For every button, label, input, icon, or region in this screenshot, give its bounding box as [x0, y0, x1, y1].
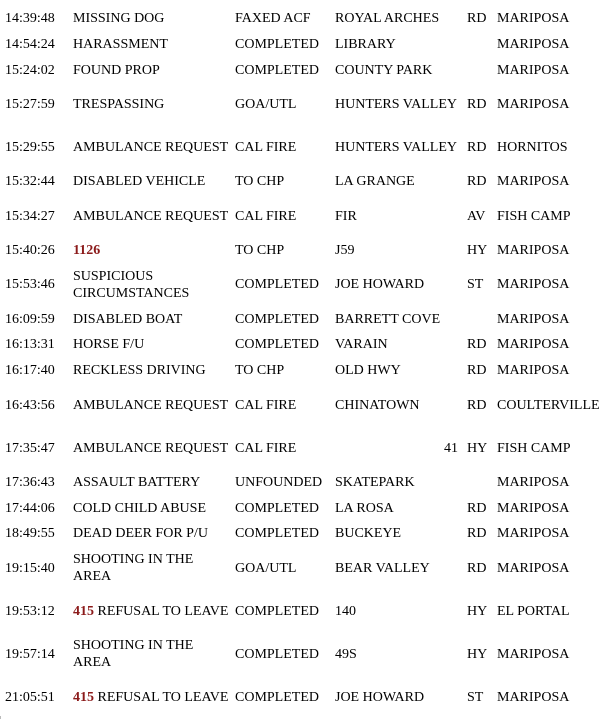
address-suffix: RD — [467, 174, 487, 190]
call-nature — [73, 603, 231, 620]
call-nature-text: REFUSAL TO LEAVE — [97, 689, 229, 705]
call-disposition: CAL FIRE — [235, 440, 297, 456]
address-suffix: RD — [467, 397, 487, 413]
call-nature-text: TRESPASSING — [73, 97, 165, 113]
call-time: 17:35:47 — [5, 440, 55, 456]
table-row — [0, 521, 614, 547]
table-row — [0, 263, 614, 306]
call-disposition: COMPLETED — [235, 500, 319, 516]
call-time: 15:53:46 — [5, 277, 55, 293]
call-disposition: FAXED ACF — [235, 11, 311, 27]
address-street: BEAR VALLEY — [335, 560, 430, 576]
call-nature — [73, 268, 231, 302]
table-row — [0, 358, 614, 384]
call-disposition: COMPLETED — [235, 689, 319, 705]
table-row — [0, 32, 614, 58]
call-nature — [73, 36, 231, 53]
call-time: 19:15:40 — [5, 560, 55, 576]
call-time: 15:40:26 — [5, 243, 55, 259]
call-nature — [73, 440, 231, 457]
table-row — [0, 633, 614, 676]
call-nature — [73, 208, 231, 225]
call-nature — [73, 62, 231, 79]
address-suffix: HY — [467, 440, 488, 456]
call-code: 415 — [73, 603, 94, 619]
address-street: LA ROSA — [335, 500, 394, 516]
call-nature-text: MISSING DOG — [73, 11, 165, 27]
call-time: 15:34:27 — [5, 208, 55, 224]
call-log-table — [0, 6, 614, 719]
address-street: 49S — [335, 646, 357, 662]
call-nature-text: HORSE F/U — [73, 337, 145, 353]
call-time: 16:09:59 — [5, 311, 55, 327]
call-disposition: GOA/UTL — [235, 97, 297, 113]
call-disposition: CAL FIRE — [235, 140, 297, 156]
address-city: MARIPOSA — [497, 97, 570, 113]
address-number: 41 — [444, 440, 458, 456]
table-row — [0, 238, 614, 264]
address-street: VARAIN — [335, 337, 388, 353]
call-nature-text: REFUSAL TO LEAVE — [97, 603, 229, 619]
address-street: JOE HOWARD — [335, 689, 425, 705]
address-city: MARIPOSA — [497, 646, 570, 662]
call-nature-text: COLD CHILD ABUSE — [73, 500, 207, 516]
call-nature-text: SUSPICIOUS CIRCUMSTANCES — [73, 268, 190, 301]
table-row — [0, 676, 614, 719]
call-disposition: COMPLETED — [235, 311, 319, 327]
call-disposition: CAL FIRE — [235, 397, 297, 413]
address-city: MARIPOSA — [497, 174, 570, 190]
address-city: MARIPOSA — [497, 62, 570, 78]
address-city: MARIPOSA — [497, 337, 570, 353]
address-suffix: RD — [467, 140, 487, 156]
address-city: MARIPOSA — [497, 243, 570, 259]
address-city: COULTERVILLE — [497, 397, 600, 413]
address-street: OLD HWY — [335, 363, 401, 379]
call-time: 21:05:51 — [5, 689, 55, 705]
call-nature — [73, 336, 231, 353]
table-row — [0, 384, 614, 427]
address-street: HUNTERS VALLEY — [335, 140, 457, 156]
table-row — [0, 195, 614, 238]
table-row — [0, 590, 614, 633]
address-city: FISH CAMP — [497, 440, 571, 456]
call-disposition: COMPLETED — [235, 646, 319, 662]
address-street: 140 — [335, 603, 356, 619]
call-nature — [73, 96, 231, 113]
table-row — [0, 306, 614, 332]
address-suffix: HY — [467, 603, 488, 619]
address-suffix: HY — [467, 646, 488, 662]
address-street: SKATEPARK — [335, 474, 415, 490]
table-row — [0, 470, 614, 496]
call-disposition: TO CHP — [235, 243, 285, 259]
call-nature-text: AMBULANCE REQUEST — [73, 397, 229, 413]
table-row — [0, 6, 614, 32]
address-city: MARIPOSA — [497, 363, 570, 379]
address-street: ROYAL ARCHES — [335, 11, 440, 27]
call-nature — [73, 362, 231, 379]
address-suffix: RD — [467, 337, 487, 353]
call-time: 15:29:55 — [5, 140, 55, 156]
call-nature-text: ASSAULT BATTERY — [73, 474, 201, 490]
address-suffix: RD — [467, 97, 487, 113]
call-disposition: CAL FIRE — [235, 208, 297, 224]
call-code: 1126 — [73, 243, 101, 259]
call-disposition: COMPLETED — [235, 603, 319, 619]
address-street: COUNTY PARK — [335, 62, 433, 78]
call-nature — [73, 525, 231, 542]
call-disposition: COMPLETED — [235, 37, 319, 53]
table-row — [0, 57, 614, 83]
call-disposition: TO CHP — [235, 363, 285, 379]
call-nature-text: AMBULANCE REQUEST — [73, 208, 229, 224]
address-suffix: HY — [467, 243, 488, 259]
address-street: LA GRANGE — [335, 174, 415, 190]
address-street: BARRETT COVE — [335, 311, 441, 327]
address-city: EL PORTAL — [497, 603, 570, 619]
address-street: HUNTERS VALLEY — [335, 97, 457, 113]
call-disposition: COMPLETED — [235, 526, 319, 542]
call-time: 17:36:43 — [5, 474, 55, 490]
address-suffix: RD — [467, 500, 487, 516]
call-time: 17:44:06 — [5, 500, 55, 516]
address-street: JOE HOWARD — [335, 277, 425, 293]
address-city: MARIPOSA — [497, 311, 570, 327]
call-nature — [73, 689, 231, 706]
call-nature — [73, 139, 231, 156]
address-street: CHINATOWN — [335, 397, 420, 413]
address-city: HORNITOS — [497, 140, 568, 156]
call-nature — [73, 311, 231, 328]
call-nature — [73, 637, 231, 671]
address-suffix: ST — [467, 277, 484, 293]
call-disposition: UNFOUNDED — [235, 474, 323, 490]
call-nature-text: SHOOTING IN THE AREA — [73, 638, 194, 671]
call-nature — [73, 242, 231, 259]
call-nature — [73, 10, 231, 27]
call-nature-text: DISABLED VEHICLE — [73, 174, 206, 190]
address-street: LIBRARY — [335, 37, 396, 53]
call-nature — [73, 500, 231, 517]
call-nature — [73, 551, 231, 585]
call-nature — [73, 173, 231, 190]
address-suffix: RD — [467, 526, 487, 542]
address-suffix: RD — [467, 11, 487, 27]
address-city: MARIPOSA — [497, 500, 570, 516]
table-row — [0, 495, 614, 521]
address-street: BUCKEYE — [335, 526, 402, 542]
call-time: 19:53:12 — [5, 603, 55, 619]
address-street: FIR — [335, 208, 357, 224]
call-time: 14:54:24 — [5, 37, 55, 53]
call-time: 19:57:14 — [5, 646, 55, 662]
call-nature-text: DEAD DEER FOR P/U — [73, 526, 208, 542]
table-row — [0, 83, 614, 126]
call-time: 15:27:59 — [5, 97, 55, 113]
call-nature-text: AMBULANCE REQUEST — [73, 140, 229, 156]
call-time: 16:43:56 — [5, 397, 55, 413]
call-code: 415 — [73, 689, 94, 705]
address-city: MARIPOSA — [497, 277, 570, 293]
call-disposition: TO CHP — [235, 174, 285, 190]
call-nature-text: RECKLESS DRIVING — [73, 363, 206, 379]
call-nature-text: DISABLED BOAT — [73, 311, 183, 327]
address-city: MARIPOSA — [497, 689, 570, 705]
call-disposition: COMPLETED — [235, 277, 319, 293]
call-time: 16:17:40 — [5, 363, 55, 379]
table-row — [0, 332, 614, 358]
call-disposition: COMPLETED — [235, 337, 319, 353]
address-suffix: ST — [467, 689, 484, 705]
call-nature-text: HARASSMENT — [73, 37, 168, 53]
call-time: 14:39:48 — [5, 11, 55, 27]
call-nature — [73, 474, 231, 491]
address-city: MARIPOSA — [497, 11, 570, 27]
table-row — [0, 427, 614, 470]
call-disposition: COMPLETED — [235, 62, 319, 78]
address-city: MARIPOSA — [497, 37, 570, 53]
address-city: FISH CAMP — [497, 208, 571, 224]
call-disposition: GOA/UTL — [235, 560, 297, 576]
call-time: 15:32:44 — [5, 174, 55, 190]
table-row — [0, 126, 614, 169]
address-suffix: RD — [467, 363, 487, 379]
address-suffix: AV — [467, 208, 486, 224]
call-time: 15:24:02 — [5, 62, 55, 78]
call-time: 18:49:55 — [5, 526, 55, 542]
call-nature-text: AMBULANCE REQUEST — [73, 440, 229, 456]
call-time: 16:13:31 — [5, 337, 55, 353]
table-row — [0, 547, 614, 590]
call-nature — [73, 397, 231, 414]
address-street: J59 — [335, 243, 355, 259]
address-city: MARIPOSA — [497, 474, 570, 490]
table-row — [0, 169, 614, 195]
address-city: MARIPOSA — [497, 526, 570, 542]
address-suffix: RD — [467, 560, 487, 576]
call-nature-text: SHOOTING IN THE AREA — [73, 552, 194, 585]
call-nature-text: FOUND PROP — [73, 62, 160, 78]
address-city: MARIPOSA — [497, 560, 570, 576]
